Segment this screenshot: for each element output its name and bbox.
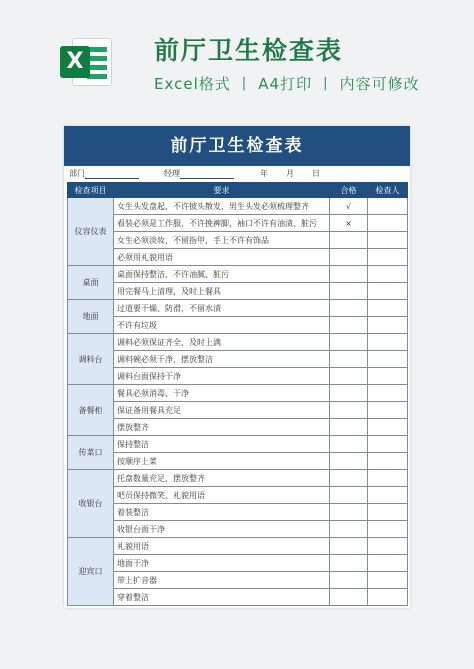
requirement-cell: 吧员保持微笑、礼貌用语 xyxy=(114,487,330,504)
banner-subtitle: Excel格式 丨 A4打印 丨 内容可修改 xyxy=(154,75,420,93)
pass-mark-cell[interactable] xyxy=(330,555,368,572)
inspector-cell[interactable] xyxy=(368,555,408,572)
pass-mark-cell[interactable] xyxy=(330,470,368,487)
table-row xyxy=(68,283,408,300)
inspector-cell[interactable] xyxy=(368,453,408,470)
pass-mark-cell[interactable] xyxy=(330,283,368,300)
inspector-cell[interactable] xyxy=(368,402,408,419)
table-row xyxy=(68,317,408,334)
inspector-cell[interactable] xyxy=(368,436,408,453)
requirement-cell: 餐具必须消毒、干净 xyxy=(114,385,330,402)
requirement-cell: 穿着整洁 xyxy=(114,589,330,606)
inspector-cell[interactable] xyxy=(368,487,408,504)
category-cell: 收银台 xyxy=(68,470,114,538)
table-row xyxy=(68,419,408,436)
pass-mark-cell[interactable] xyxy=(330,504,368,521)
requirement-cell: 桌面保持整洁，不许油腻、脏污 xyxy=(114,266,330,283)
inspector-cell[interactable] xyxy=(368,266,408,283)
requirement-cell: 摆放整齐 xyxy=(114,419,330,436)
requirement-cell: 过道要干燥、防滑，不留水渍 xyxy=(114,300,330,317)
dept-label: 部门 xyxy=(69,169,85,178)
year-label: 年 xyxy=(260,169,268,178)
pass-mark-cell[interactable] xyxy=(330,436,368,453)
manager-blank xyxy=(180,169,234,179)
inspector-cell[interactable] xyxy=(368,419,408,436)
manager-field xyxy=(164,166,234,182)
pass-mark-cell[interactable] xyxy=(330,572,368,589)
requirement-cell: 女生头发盘起，不许披头散发，男生头发必须梳理整齐 xyxy=(114,198,330,215)
table-row xyxy=(68,368,408,385)
table-row xyxy=(68,198,408,215)
table-row xyxy=(68,215,408,232)
table-row xyxy=(68,385,408,402)
inspector-cell[interactable] xyxy=(368,572,408,589)
table-row xyxy=(68,453,408,470)
col-header-inspector: 检查人 xyxy=(368,183,408,198)
pass-mark-cell[interactable]: × xyxy=(330,215,368,232)
banner-title: 前厅卫生检查表 xyxy=(154,36,344,65)
requirement-cell: 按顺序上菜 xyxy=(114,453,330,470)
template-banner xyxy=(0,0,474,112)
excel-letter-badge: X xyxy=(60,46,90,78)
requirement-cell: 必须用礼貌用语 xyxy=(114,249,330,266)
pass-mark-cell[interactable] xyxy=(330,402,368,419)
inspector-cell[interactable] xyxy=(368,538,408,555)
category-cell: 调料台 xyxy=(68,334,114,385)
pass-mark-cell[interactable]: √ xyxy=(330,198,368,215)
table-row xyxy=(68,572,408,589)
pass-mark-cell[interactable] xyxy=(330,334,368,351)
table-row xyxy=(68,589,408,606)
checklist-sheet xyxy=(64,126,410,608)
table-row xyxy=(68,232,408,249)
inspector-cell[interactable] xyxy=(368,249,408,266)
excel-logo-icon xyxy=(60,38,112,86)
category-cell: 备餐柜 xyxy=(68,385,114,436)
inspector-cell[interactable] xyxy=(368,368,408,385)
table-row xyxy=(68,521,408,538)
table-row xyxy=(68,334,408,351)
pass-mark-cell[interactable] xyxy=(330,538,368,555)
col-header-requirement: 要求 xyxy=(114,183,330,198)
checklist-table xyxy=(67,182,408,606)
requirement-cell: 着装整洁 xyxy=(114,504,330,521)
pass-mark-cell[interactable] xyxy=(330,266,368,283)
category-cell: 传菜口 xyxy=(68,436,114,470)
pass-mark-cell[interactable] xyxy=(330,249,368,266)
requirement-cell: 保持整洁 xyxy=(114,436,330,453)
requirement-cell: 礼貌用语 xyxy=(114,538,330,555)
requirement-cell: 看装必须是工作服，不许挽裤脚，袖口不许有油渍、脏污 xyxy=(114,215,330,232)
pass-mark-cell[interactable] xyxy=(330,351,368,368)
inspector-cell[interactable] xyxy=(368,470,408,487)
month-label: 月 xyxy=(286,169,294,178)
requirement-cell: 用完餐马上清理，及时上餐具 xyxy=(114,283,330,300)
category-cell: 桌面 xyxy=(68,266,114,300)
table-row xyxy=(68,351,408,368)
table-row xyxy=(68,436,408,453)
pass-mark-cell[interactable] xyxy=(330,300,368,317)
requirement-cell: 地面干净 xyxy=(114,555,330,572)
pass-mark-cell[interactable] xyxy=(330,385,368,402)
category-cell: 仪容仪表 xyxy=(68,198,114,266)
dept-blank xyxy=(85,169,139,179)
table-row xyxy=(68,249,408,266)
table-row xyxy=(68,504,408,521)
requirement-cell: 调料碗必须干净，摆放整洁 xyxy=(114,351,330,368)
inspector-cell[interactable] xyxy=(368,351,408,368)
inspector-cell[interactable] xyxy=(368,317,408,334)
pass-mark-cell[interactable] xyxy=(330,368,368,385)
pass-mark-cell[interactable] xyxy=(330,589,368,606)
pass-mark-cell[interactable] xyxy=(330,232,368,249)
category-cell: 迎宾口 xyxy=(68,538,114,606)
sheet-title: 前厅卫生检查表 xyxy=(64,126,410,166)
col-header-pass: 合格 xyxy=(330,183,368,198)
col-header-item: 检查项目 xyxy=(68,183,114,198)
inspector-cell[interactable] xyxy=(368,589,408,606)
table-row xyxy=(68,555,408,572)
inspector-cell[interactable] xyxy=(368,215,408,232)
table-row xyxy=(68,470,408,487)
pass-mark-cell[interactable] xyxy=(330,487,368,504)
requirement-cell: 不许有垃圾 xyxy=(114,317,330,334)
manager-label: 经理 xyxy=(164,169,180,178)
pass-mark-cell[interactable] xyxy=(330,419,368,436)
requirement-cell: 女生必须淡妆，不留指甲，手上不许有饰品 xyxy=(114,232,330,249)
table-row xyxy=(68,538,408,555)
inspector-cell[interactable] xyxy=(368,232,408,249)
table-row xyxy=(68,487,408,504)
dept-field xyxy=(69,166,139,182)
inspector-cell[interactable] xyxy=(368,283,408,300)
sheet-meta-row xyxy=(64,166,410,182)
inspector-cell[interactable] xyxy=(368,334,408,351)
requirement-cell: 调料必须保证齐全，及时上满 xyxy=(114,334,330,351)
checklist-body xyxy=(68,198,408,606)
inspector-cell[interactable] xyxy=(368,504,408,521)
table-row xyxy=(68,300,408,317)
requirement-cell: 保证备用餐具充足 xyxy=(114,402,330,419)
table-header-row xyxy=(68,183,408,198)
inspector-cell[interactable] xyxy=(368,385,408,402)
table-row xyxy=(68,402,408,419)
pass-mark-cell[interactable] xyxy=(330,453,368,470)
table-row xyxy=(68,266,408,283)
inspector-cell[interactable] xyxy=(368,198,408,215)
requirement-cell: 调料台面保持干净 xyxy=(114,368,330,385)
day-label: 日 xyxy=(312,169,320,178)
inspector-cell[interactable] xyxy=(368,300,408,317)
requirement-cell: 收银台面干净 xyxy=(114,521,330,538)
requirement-cell: 带上扩音器 xyxy=(114,572,330,589)
requirement-cell: 托盘数量充足，摆放整齐 xyxy=(114,470,330,487)
pass-mark-cell[interactable] xyxy=(330,317,368,334)
pass-mark-cell[interactable] xyxy=(330,521,368,538)
inspector-cell[interactable] xyxy=(368,521,408,538)
category-cell: 地面 xyxy=(68,300,114,334)
